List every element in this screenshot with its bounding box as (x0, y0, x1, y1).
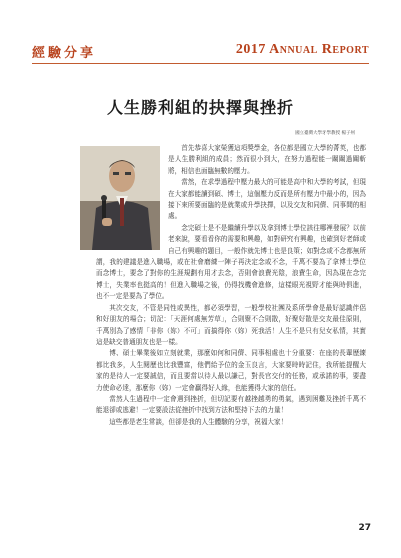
report-header (236, 42, 369, 58)
paragraph: 當然，在求學過程中壓力最大的可能是高中和大學的考試，但現在大家都能讀到碩、博士，這個壓力反而是所有壓力中最小的，因為接下來所要面臨的是就業或升學抉擇，以及交友和同儕、同事間的相處。 (168, 178, 366, 221)
report-title: 2017 Annual Report (235, 42, 369, 57)
article-body (96, 143, 366, 428)
header-divider (32, 63, 369, 64)
page-number: 27 (358, 523, 371, 533)
paragraph: 博、碩士畢業後如立刻就業，那麼如何和同儕、同事相處也十分重要：在座的長輩歷練都比我多，人生閱歷也比我豐富，他們給予位的金玉良言，大家要時時記住，我所能提醒大家的是待人一定要誠信，而且要當以待人最以謙己，對長官交付的任務，或承諾的事，要盡力使命必達，那麼你（妳）一定會贏得好人緣，也能獲得大家的信任。 (96, 349, 366, 392)
article-author: 國立臺灣大學牙學教授 楊子州 (295, 131, 355, 136)
paragraph: 其次交友，不管是同性或異性，都必須學習，一般學校社團及系所學會是最好認識伴侶和好朋友的場合；切記：「天涯何處無芳草」，合則聚不合則散，好聚好散是交友最佳原則，千萬別為了感情「非你（妳）不可」而搞得你（妳）死我活！人生不是只有兒女私情，其實這是缺交普通朋友也是一樣。 (96, 303, 366, 346)
paragraph: 當然人生過程中一定會遇到挫折，但切記要有越挫越勇的勇氣，遇到困難及挫折千萬不能退卻或逃避！一定要設法從挫折中找到方法和堅持下去的力量！ (96, 394, 366, 415)
article-title: 人生勝利組的抉擇與挫折 (106, 98, 294, 117)
paragraph: 念完碩士是不是繼續升學以及拿到博士學位該往哪裡發展？以前老來說，要看看你的需要和興趣，如對研究有興趣，也確到好老師或自己有興趣的題目，一般作就先博士也是良策；如對念或不念都無所謂，我的建議是進入職場，或在社會磨練一陣子再決定念或不念，千萬不要為了拿博士學位而念博士，要念了對你的生涯規劃有用才去念，否則會浪費光陰，浪費生命，因為現在念完博士，失業率也挺高的！但進入職場之後，仍得找機會進修，這樣眼光視野才能與時俱進，也不一定是要為了學位。 (96, 223, 366, 301)
paragraph: 這些都是老生常談，但卻是我的人生體驗的分享，祝福大家！ (109, 417, 288, 426)
paragraph: 首先恭喜大家榮獲這項獎學金，各位都是國立大學的菁英，也都是人生勝利組的成員；然而很小到大，在努力過程能一關關過關斬將，相信也面臨無數的壓力。 (168, 144, 366, 175)
section-header: 經驗分享 (32, 46, 97, 61)
